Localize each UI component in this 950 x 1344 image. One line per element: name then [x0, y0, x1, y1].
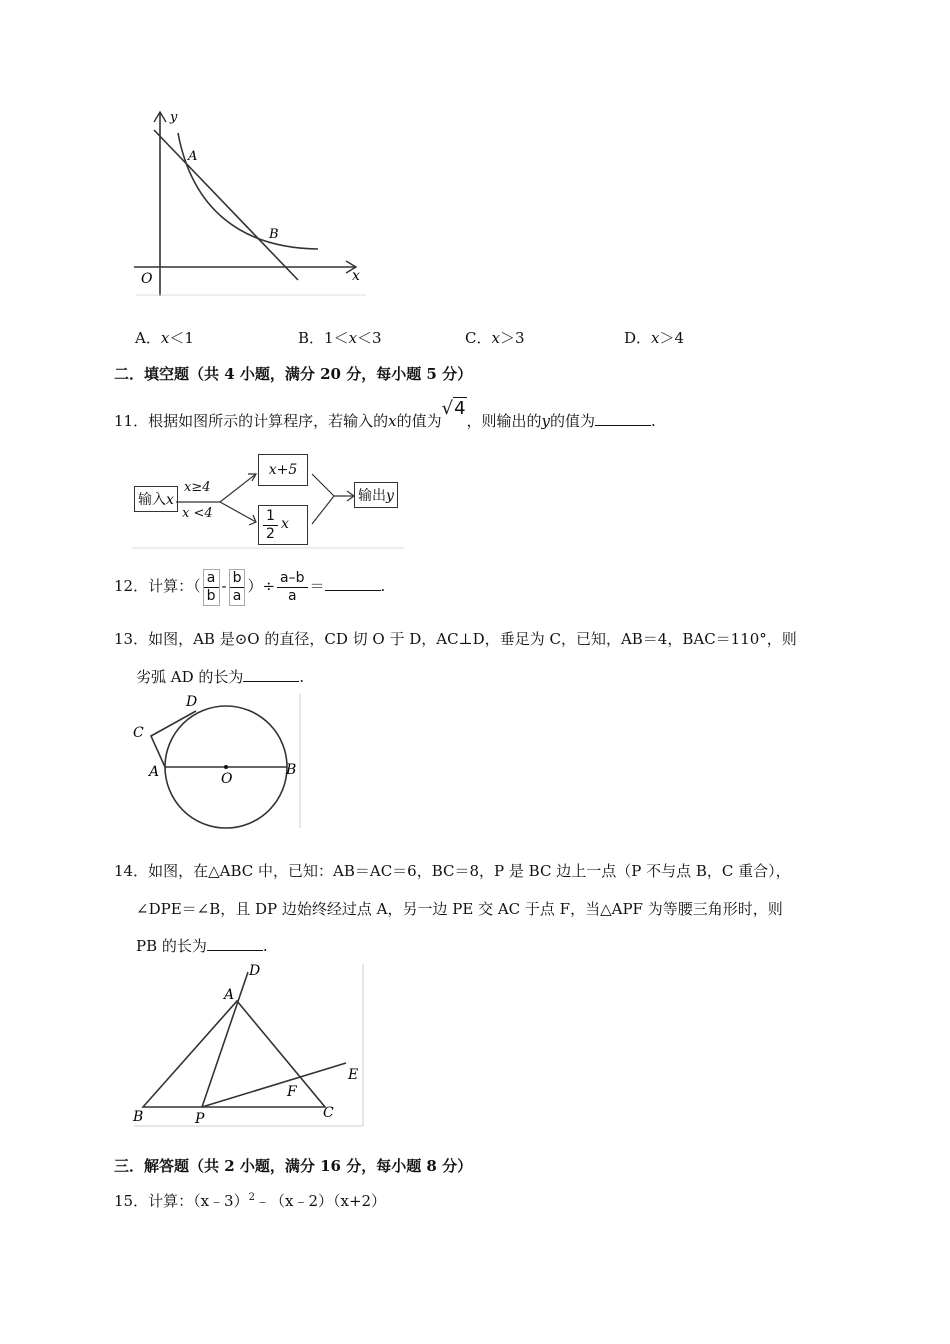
- condition-top: x≥4: [184, 480, 211, 495]
- point-p-label: P: [195, 1111, 205, 1127]
- answer-blank: [595, 411, 651, 426]
- question-13-line-2: [136, 666, 304, 687]
- triangle-abc: [143, 1001, 325, 1107]
- output-var: y: [386, 488, 394, 504]
- fraction-num: b: [230, 570, 245, 588]
- question-text: PB 的长为: [136, 937, 207, 955]
- point-e-label: E: [348, 1067, 359, 1083]
- section-3-heading: 三．解答题（共 2 小题，满分 16 分，每小题 8 分）: [114, 1157, 473, 1175]
- question-text: 计算：（x﹣3）: [148, 1192, 249, 1210]
- point-d-label: D: [186, 694, 198, 710]
- q10-option-d: [624, 327, 684, 348]
- output-label: 输出: [358, 488, 386, 504]
- option-var: x: [491, 329, 500, 347]
- section-2-heading: 二．填空题（共 4 小题，满分 20 分，每小题 5 分）: [114, 365, 473, 383]
- sqrt-symbol-icon: √: [441, 398, 454, 419]
- question-number: 13．: [114, 630, 149, 648]
- option-letter: A．: [135, 329, 161, 347]
- fraction-num: a–b: [277, 570, 307, 588]
- fraction-num: a: [204, 570, 219, 588]
- condition-bottom: x <4: [182, 506, 213, 521]
- fraction-den: a: [287, 587, 297, 604]
- question-text: 如图，AB 是⊙O 的直径，CD 切 O 于 D，AC⊥D，垂足为 C，已知，AB＝4，BAC＝110°，则: [148, 630, 797, 648]
- arrow-down-line: [220, 502, 256, 522]
- question-text: ，则输出的: [466, 412, 542, 430]
- question-11: [114, 398, 656, 431]
- option-text: 1＜: [324, 329, 349, 347]
- question-14-line-2: [136, 898, 783, 919]
- question-number: 15．: [114, 1192, 149, 1210]
- box-x-plus-5: x+5: [258, 454, 308, 486]
- question-text: 如图，在△ABC 中，已知：AB＝AC＝6，BC＝8，P 是 BC 边上一点（P 不与点 B，C 重合），: [148, 862, 791, 880]
- var-x: x: [388, 412, 397, 430]
- point-c-label: C: [133, 725, 144, 741]
- point-b-label: B: [286, 762, 297, 778]
- q14-triangle-figure: [128, 960, 368, 1130]
- box-var: x: [281, 516, 289, 532]
- point-a-label: A: [149, 764, 160, 780]
- input-var: x: [166, 492, 174, 508]
- fraction-num: 1: [263, 508, 278, 526]
- option-text: ＞3: [499, 329, 525, 347]
- output-box: [354, 482, 398, 508]
- question-13-line-1: [114, 628, 797, 649]
- minus-sign: -: [221, 577, 227, 595]
- q10-option-b: [298, 327, 382, 348]
- question-14-line-1: [114, 860, 791, 881]
- question-number: 12．: [114, 577, 149, 595]
- question-12: [114, 565, 385, 607]
- ray-pe: [202, 1063, 346, 1107]
- option-var: x: [348, 329, 358, 347]
- q11-flowchart: [132, 450, 404, 550]
- option-letter: C．: [465, 329, 492, 347]
- sqrt-radicand: 4: [454, 398, 466, 419]
- question-text: 计算：（: [148, 577, 201, 595]
- fraction-den: a: [232, 587, 242, 604]
- option-var: x: [160, 329, 170, 347]
- point-o-label: O: [221, 771, 233, 787]
- question-text: 的值为: [396, 412, 442, 430]
- arrow-up-line: [220, 474, 256, 502]
- option-text: ＜1: [169, 329, 194, 347]
- question-number: 14．: [114, 862, 149, 880]
- origin-label: O: [141, 271, 153, 287]
- question-number: 11．: [114, 412, 149, 430]
- question-text: .: [651, 412, 656, 430]
- option-text: ＜3: [357, 329, 382, 347]
- fraction-half: [263, 508, 278, 543]
- question-text: 根据如图所示的计算程序，若输入的: [148, 412, 389, 430]
- exponent: 2: [248, 1192, 255, 1203]
- point-b-label: B: [269, 227, 279, 242]
- option-letter: B．: [298, 329, 325, 347]
- question-text: .: [262, 937, 268, 955]
- point-b-label: B: [133, 1109, 144, 1125]
- fraction-a-over-b: [203, 569, 220, 606]
- option-var: x: [651, 329, 660, 347]
- question-text: .: [380, 577, 386, 595]
- question-text: ﹣（x﹣2）（x+2）: [254, 1192, 387, 1210]
- inverse-function-curve: [178, 133, 318, 249]
- fraction-den: b: [206, 587, 216, 604]
- question-14-line-3: [136, 935, 268, 956]
- answer-blank: [243, 667, 299, 682]
- question-text: ∠DPE＝∠B，且 DP 边始终经过点 A，另一边 PE 交 AC 于点 F，当△APF 为等腰三角形时，则: [136, 900, 783, 918]
- question-text: ）÷: [247, 577, 276, 595]
- q10-option-c: [465, 327, 525, 348]
- input-box: [134, 486, 178, 512]
- x-axis-label: x: [352, 268, 360, 284]
- question-text: 的值为: [550, 412, 596, 430]
- question-text: 劣弧 AD 的长为: [136, 668, 244, 686]
- q10-option-a: [135, 327, 194, 348]
- input-label: 输入: [138, 492, 166, 508]
- merge-lines: [312, 474, 334, 524]
- point-a-label: A: [188, 149, 198, 164]
- option-letter: D．: [624, 329, 652, 347]
- center-dot: [224, 765, 228, 769]
- equals-sign: ＝: [309, 577, 325, 595]
- point-c-label: C: [323, 1105, 334, 1121]
- answer-blank: [325, 576, 381, 591]
- point-d-label: D: [249, 963, 261, 979]
- sqrt-expression: [442, 398, 467, 419]
- point-a-label: A: [224, 987, 235, 1003]
- question-15: [114, 1190, 386, 1211]
- q10-graph-figure: [130, 108, 370, 300]
- answer-blank: [207, 936, 263, 951]
- option-text: ＞4: [659, 329, 685, 347]
- question-text: .: [299, 668, 305, 686]
- fraction-b-over-a: [229, 569, 246, 606]
- fraction-den: 2: [266, 526, 275, 542]
- linear-function-line: [154, 130, 298, 280]
- segments-ac-cd: [151, 711, 196, 767]
- box-half-x: [258, 505, 308, 545]
- fraction-a-minus-b-over-a: [277, 570, 307, 605]
- y-axis-label: y: [170, 110, 178, 125]
- var-y: y: [541, 412, 551, 430]
- point-f-label: F: [287, 1084, 297, 1100]
- q13-circle-figure: [128, 688, 308, 830]
